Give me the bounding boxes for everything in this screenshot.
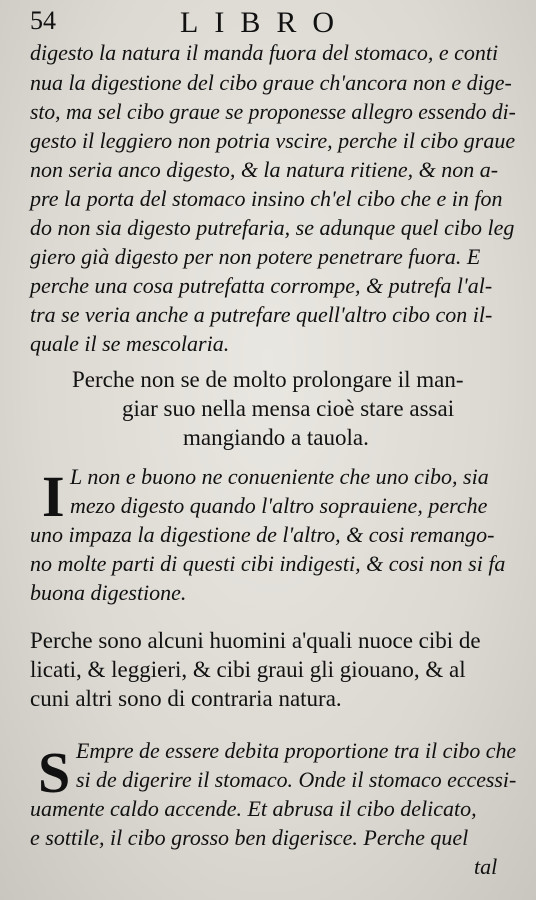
text-line: uamente caldo accende. Et abrusa il cibo delicato, <box>30 796 477 821</box>
heading-line: cuni altri sono di contraria natura. <box>30 686 342 711</box>
text-line: buona digestione. <box>30 580 187 605</box>
text-line: L non e buono ne conueniente che uno cibo, sia <box>70 464 489 489</box>
catchword: tal <box>474 854 498 879</box>
text-line: no molte parti di questi cibi indigesti, & cosi non si fa <box>30 551 506 576</box>
text-line: giero già digesto per non potere penetrare fuora. E <box>30 244 481 269</box>
drop-cap: I <box>42 464 65 529</box>
text-line: tra se veria anche a putrefare quell'altro cibo con il- <box>30 302 493 327</box>
text-line: uno impaza la digestione de l'altro, & cosi remango- <box>30 522 495 547</box>
heading-line: giar suo nella mensa cioè stare assai <box>122 396 455 421</box>
heading-line: licati, & leggieri, & cibi graui gli giouano, & al <box>30 657 466 682</box>
heading-line: mangiando a tauola. <box>183 425 369 450</box>
heading-line: Perche sono alcuni huomini a'quali nuoce cibi de <box>30 628 481 653</box>
text-line: perche una cosa putrefatta corrompe, & putrefa l'al- <box>30 273 493 298</box>
text-line: Empre de essere debita proportione tra il cibo che <box>76 738 517 763</box>
text-line: e sottile, il cibo grosso ben digerisce. Perche quel <box>30 825 469 850</box>
text-line: nua la digestione del cibo graue ch'ancora non e dige- <box>30 70 512 95</box>
text-line: mezo digesto quando l'altro soprauiene, perche <box>70 493 488 518</box>
text-line: si de digerire il stomaco. Onde il stomaco eccessi- <box>76 767 517 792</box>
text-line: do non sia digesto putrefaria, se adunque quel cibo leg <box>30 215 515 240</box>
text-line: sto, ma sel cibo graue se proponesse allegro essendo di- <box>30 99 516 124</box>
running-head: LIBRO <box>180 6 350 39</box>
text-line: pre la porta del stomaco insino ch'el cibo che e in fon <box>30 186 503 211</box>
page-header <box>30 6 516 40</box>
drop-cap: S <box>38 740 71 805</box>
text-line: quale il se mescolaria. <box>30 331 230 356</box>
heading-line: Perche non se de molto prolongare il man- <box>72 367 464 392</box>
text-line: gesto il leggiero non potria vscire, perche il cibo graue <box>30 128 516 153</box>
text-line: non seria anco digesto, & la natura ritiene, & non a- <box>30 157 499 182</box>
page-number: 54 <box>30 6 56 35</box>
text-line: digesto la natura il manda fuora del stomaco, e conti <box>30 40 499 65</box>
